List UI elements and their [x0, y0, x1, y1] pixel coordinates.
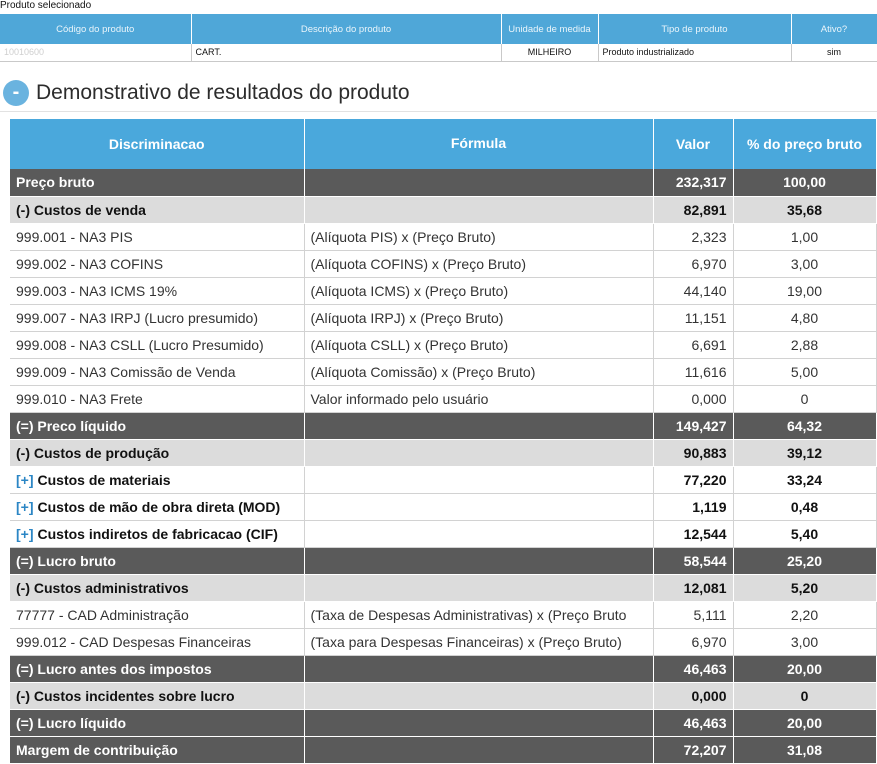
- section-title: Demonstrativo de resultados do produto: [36, 81, 410, 104]
- row-valor: 232,317: [653, 169, 733, 196]
- income-statement-header: [10, 119, 876, 169]
- product-unit-header[interactable]: Unidade de medida: [501, 14, 598, 44]
- row-label: Margem de contribuição: [16, 741, 178, 758]
- row-csll: [10, 331, 876, 358]
- row-label: (=) Lucro bruto: [16, 552, 116, 569]
- row-preco-bruto: [10, 169, 876, 196]
- row-formula: (Taxa de Despesas Administrativas) x (Preço Bruto: [304, 601, 653, 628]
- percentual-header: % do preço bruto: [733, 119, 876, 169]
- section-header: [0, 76, 877, 112]
- product-active-header[interactable]: Ativo?: [791, 14, 877, 44]
- row-label-cell: [10, 520, 304, 547]
- row-pis: [10, 223, 876, 250]
- product-selected-label: Produto selecionado: [0, 0, 92, 11]
- row-preco-liquido: [10, 412, 876, 439]
- discriminacao-header: Discriminacao: [10, 119, 304, 169]
- row-label-cell: [10, 223, 304, 250]
- collapse-icon[interactable]: -: [3, 80, 29, 106]
- row-valor: 77,220: [653, 466, 733, 493]
- row-percentual: 25,20: [733, 547, 876, 574]
- row-label: 999.010 - NA3 Frete: [16, 390, 143, 407]
- row-valor: 6,970: [653, 628, 733, 655]
- row-formula: [304, 493, 653, 520]
- row-formula: [304, 520, 653, 547]
- row-cofins: [10, 250, 876, 277]
- row-label: 999.009 - NA3 Comissão de Venda: [16, 363, 236, 380]
- row-label: (-) Custos de venda: [16, 201, 146, 218]
- row-formula: [304, 574, 653, 601]
- row-label: (-) Custos incidentes sobre lucro: [16, 687, 235, 704]
- row-label: (=) Preco líquido: [16, 417, 127, 434]
- row-formula: (Taxa para Despesas Financeiras) x (Preço Bruto): [304, 628, 653, 655]
- row-custos-venda: [10, 196, 876, 223]
- row-formula: [304, 466, 653, 493]
- row-custos-incidentes-lucro: [10, 682, 876, 709]
- row-label: 999.007 - NA3 IRPJ (Lucro presumido): [16, 309, 258, 326]
- row-label-cell: [10, 493, 304, 520]
- product-unit-cell: MILHEIRO: [501, 44, 598, 61]
- row-percentual: 20,00: [733, 655, 876, 682]
- row-formula: [304, 412, 653, 439]
- row-valor: 46,463: [653, 709, 733, 736]
- row-percentual: 64,32: [733, 412, 876, 439]
- row-label: Preço bruto: [16, 174, 95, 191]
- row-custos-administrativos: [10, 574, 876, 601]
- row-percentual: 5,40: [733, 520, 876, 547]
- row-lucro-liquido: [10, 709, 876, 736]
- row-formula: [304, 682, 653, 709]
- row-label: 77777 - CAD Administração: [16, 606, 189, 623]
- expand-icon[interactable]: [+]: [16, 498, 34, 515]
- row-percentual: 20,00: [733, 709, 876, 736]
- row-valor: 11,616: [653, 358, 733, 385]
- row-label-cell: [10, 304, 304, 331]
- row-label: (-) Custos de produção: [16, 444, 170, 461]
- row-percentual: 19,00: [733, 277, 876, 304]
- row-label: Custos de materiais: [37, 471, 171, 488]
- row-label-cell: [10, 682, 304, 709]
- row-formula: (Alíquota CSLL) x (Preço Bruto): [304, 331, 653, 358]
- row-formula: (Alíquota Comissão) x (Preço Bruto): [304, 358, 653, 385]
- row-percentual: 0: [733, 385, 876, 412]
- row-percentual: 31,08: [733, 736, 876, 763]
- product-code-cell: 10010600: [0, 44, 191, 61]
- row-formula: [304, 655, 653, 682]
- row-percentual: 1,00: [733, 223, 876, 250]
- row-label: 999.012 - CAD Despesas Financeiras: [16, 633, 252, 650]
- row-percentual: 4,80: [733, 304, 876, 331]
- row-percentual: 3,00: [733, 250, 876, 277]
- row-label-cell: [10, 655, 304, 682]
- row-percentual: 5,20: [733, 574, 876, 601]
- row-label-cell: [10, 196, 304, 223]
- product-type-header[interactable]: Tipo de produto: [598, 14, 791, 44]
- row-label-cell: [10, 439, 304, 466]
- row-label-cell: [10, 601, 304, 628]
- row-margem-contribuicao: [10, 736, 876, 763]
- row-lucro-antes-impostos: [10, 655, 876, 682]
- row-formula: [304, 547, 653, 574]
- row-label: (-) Custos administrativos: [16, 579, 189, 596]
- row-label: Custos indiretos de fabricacao (CIF): [37, 525, 278, 542]
- product-code-header[interactable]: Código do produto: [0, 14, 191, 44]
- row-formula: (Alíquota COFINS) x (Preço Bruto): [304, 250, 653, 277]
- row-formula: [304, 439, 653, 466]
- product-description-header[interactable]: Descrição do produto: [191, 14, 501, 44]
- row-formula: [304, 709, 653, 736]
- row-custos-producao: [10, 439, 876, 466]
- row-label-cell: [10, 628, 304, 655]
- valor-header: Valor: [653, 119, 733, 169]
- row-label-cell: [10, 385, 304, 412]
- row-formula: [304, 169, 653, 196]
- row-percentual: 33,24: [733, 466, 876, 493]
- row-percentual: 2,88: [733, 331, 876, 358]
- row-formula: (Alíquota IRPJ) x (Preço Bruto): [304, 304, 653, 331]
- row-percentual: 100,00: [733, 169, 876, 196]
- row-label-cell: [10, 466, 304, 493]
- row-icms: [10, 277, 876, 304]
- expand-icon[interactable]: [+]: [16, 525, 34, 542]
- row-cad-despesas-financeiras: [10, 628, 876, 655]
- row-formula: [304, 736, 653, 763]
- row-formula: (Alíquota ICMS) x (Preço Bruto): [304, 277, 653, 304]
- row-valor: 0,000: [653, 682, 733, 709]
- row-valor: 2,323: [653, 223, 733, 250]
- row-percentual: 35,68: [733, 196, 876, 223]
- row-lucro-bruto: [10, 547, 876, 574]
- row-percentual: 0: [733, 682, 876, 709]
- row-label-cell: [10, 331, 304, 358]
- row-label: (=) Lucro líquido: [16, 714, 127, 731]
- row-formula: (Alíquota PIS) x (Preço Bruto): [304, 223, 653, 250]
- row-formula: [304, 196, 653, 223]
- row-label-cell: [10, 412, 304, 439]
- row-label-cell: [10, 574, 304, 601]
- row-valor: 58,544: [653, 547, 733, 574]
- row-percentual: 0,48: [733, 493, 876, 520]
- row-label: (=) Lucro antes dos impostos: [16, 660, 212, 677]
- row-custos-materiais: [10, 466, 876, 493]
- row-label: 999.002 - NA3 COFINS: [16, 255, 164, 272]
- row-valor: 90,883: [653, 439, 733, 466]
- row-valor: 5,111: [653, 601, 733, 628]
- row-valor: 1,119: [653, 493, 733, 520]
- row-valor: 149,427: [653, 412, 733, 439]
- row-label-cell: [10, 709, 304, 736]
- row-percentual: 39,12: [733, 439, 876, 466]
- row-comissao: [10, 358, 876, 385]
- product-row[interactable]: [0, 44, 877, 61]
- expand-icon[interactable]: [+]: [16, 471, 34, 488]
- row-percentual: 5,00: [733, 358, 876, 385]
- row-cad-administracao: [10, 601, 876, 628]
- row-label-cell: [10, 547, 304, 574]
- row-label-cell: [10, 736, 304, 763]
- row-valor: 6,691: [653, 331, 733, 358]
- product-description-cell: CART.: [191, 44, 501, 61]
- row-valor: 6,970: [653, 250, 733, 277]
- row-label: 999.001 - NA3 PIS: [16, 228, 133, 245]
- product-type-cell: Produto industrializado: [598, 44, 791, 61]
- row-label-cell: [10, 358, 304, 385]
- income-statement-table: [10, 119, 877, 764]
- row-valor: 12,081: [653, 574, 733, 601]
- row-label-cell: [10, 250, 304, 277]
- product-table-header: [0, 14, 877, 44]
- row-label: 999.003 - NA3 ICMS 19%: [16, 282, 178, 299]
- product-active-cell: sim: [791, 44, 877, 61]
- row-valor: 44,140: [653, 277, 733, 304]
- row-frete: [10, 385, 876, 412]
- row-valor: 12,544: [653, 520, 733, 547]
- row-label-cell: [10, 277, 304, 304]
- product-table: [0, 14, 877, 62]
- row-formula: Valor informado pelo usuário: [304, 385, 653, 412]
- row-valor: 0,000: [653, 385, 733, 412]
- row-percentual: 2,20: [733, 601, 876, 628]
- row-label-cell: [10, 169, 304, 196]
- row-valor: 11,151: [653, 304, 733, 331]
- row-custos-cif: [10, 520, 876, 547]
- row-valor: 72,207: [653, 736, 733, 763]
- row-irpj: [10, 304, 876, 331]
- row-percentual: 3,00: [733, 628, 876, 655]
- row-valor: 46,463: [653, 655, 733, 682]
- row-valor: 82,891: [653, 196, 733, 223]
- row-label: 999.008 - NA3 CSLL (Lucro Presumido): [16, 336, 264, 353]
- row-custos-mod: [10, 493, 876, 520]
- row-label: Custos de mão de obra direta (MOD): [37, 498, 281, 515]
- formula-header: Fórmula: [304, 119, 653, 169]
